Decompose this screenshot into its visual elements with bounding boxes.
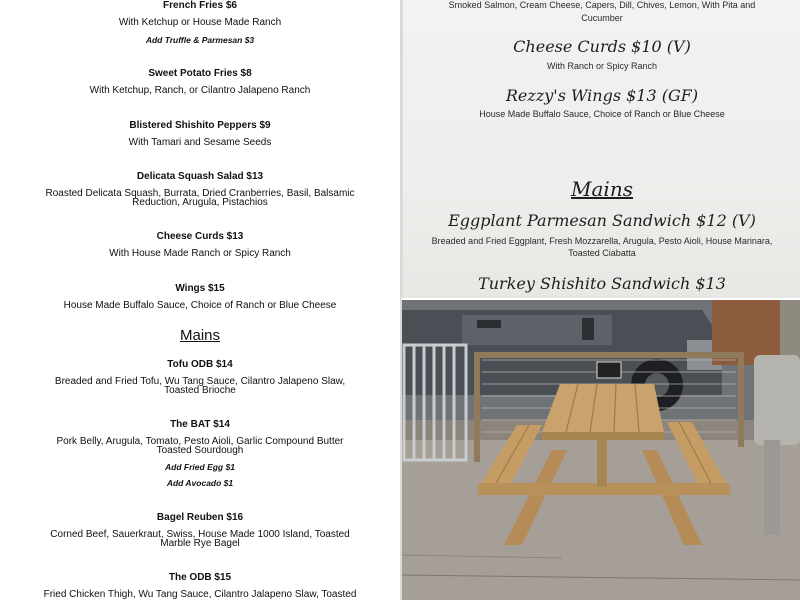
picnic-table-photo	[402, 300, 800, 600]
menu-item-desc: Breaded and Fried Eggplant, Fresh Mozzarella, Arugula, Pesto Aioli, House Marinara,	[431, 236, 773, 246]
menu-item-desc: Cucumber	[581, 13, 623, 23]
menu-item-desc: Reduction, Arugula, Pistachios	[132, 197, 268, 208]
menu-item-name: Rezzy's Wings $13 (GF)	[505, 86, 699, 105]
menu-item-name: The BAT $14	[170, 419, 230, 430]
menu-item-name: Tofu ODB $14	[167, 359, 233, 370]
menu-item-desc: With Ranch or Spicy Ranch	[546, 61, 658, 71]
menu-item-addon: Add Fried Egg $1	[165, 462, 235, 472]
menu-item-name: Cheese Curds $10 (V)	[513, 37, 691, 56]
menu-item-desc: With House Made Ranch or Spicy Ranch	[109, 248, 291, 259]
mains-heading: Mains	[179, 327, 220, 344]
menu-item-desc: Roasted Delicata Squash, Burrata, Dried Cranberries, Basil, Balsamic	[45, 188, 355, 199]
menu-item-desc: Toasted Ciabatta	[568, 248, 636, 258]
menu-item-name: Blistered Shishito Peppers $9	[129, 120, 271, 131]
menu-item-name: Turkey Shishito Sandwich $13	[478, 274, 726, 293]
menu-item-name: Delicata Squash Salad $13	[136, 171, 264, 182]
menu-item-desc: Toasted Brioche	[164, 385, 236, 396]
menu-item-desc: House Made Buffalo Sauce, Choice of Ranch or Blue Cheese	[63, 300, 337, 311]
menu-item-desc: Pork Belly, Arugula, Tomato, Pesto Aioli, Garlic Compound Butter	[56, 436, 344, 447]
menu-item-name: Bagel Reuben $16	[156, 512, 244, 523]
menu-item-desc: Marble Rye Bagel	[160, 538, 240, 549]
menu-item-desc: Smoked Salmon, Cream Cheese, Capers, Dill, Chives, Lemon, With Pita and	[448, 0, 756, 10]
menu-item-name: French Fries $6	[163, 0, 237, 11]
menu-item-name: The ODB $15	[168, 572, 232, 583]
menu-item-name: Cheese Curds $13	[156, 231, 244, 242]
menu-item-desc: Toasted Sourdough	[156, 445, 244, 456]
menu-item-desc: With Ketchup, Ranch, or Cilantro Jalapeno Ranch	[89, 85, 311, 96]
mains-heading: Mains	[571, 177, 633, 201]
menu-item-name: Sweet Potato Fries $8	[148, 68, 252, 79]
menu-item-name: Wings $15	[175, 283, 225, 294]
menu-item-name: Eggplant Parmesan Sandwich $12 (V)	[448, 211, 756, 230]
menu-item-desc: With Ketchup or House Made Ranch	[118, 17, 282, 28]
menu-item-desc: With Tamari and Sesame Seeds	[128, 137, 272, 148]
menu-item-desc: Breaded and Fried Tofu, Wu Tang Sauce, Cilantro Jalapeno Slaw,	[54, 376, 346, 387]
menu-item-desc: Fried Chicken Thigh, Wu Tang Sauce, Cilantro Jalapeno Slaw, Toasted	[43, 589, 357, 600]
menu-item-desc: House Made Buffalo Sauce, Choice of Ranch or Blue Cheese	[479, 109, 725, 119]
menu-item-addon: Add Truffle & Parmesan $3	[145, 35, 255, 45]
photographed-menu	[402, 0, 800, 298]
menu-item-desc: Corned Beef, Sauerkraut, Swiss, House Made 1000 Island, Toasted	[50, 529, 350, 540]
menu-item-addon: Add Avocado $1	[166, 478, 234, 488]
picnic-table-illustration	[402, 300, 800, 600]
